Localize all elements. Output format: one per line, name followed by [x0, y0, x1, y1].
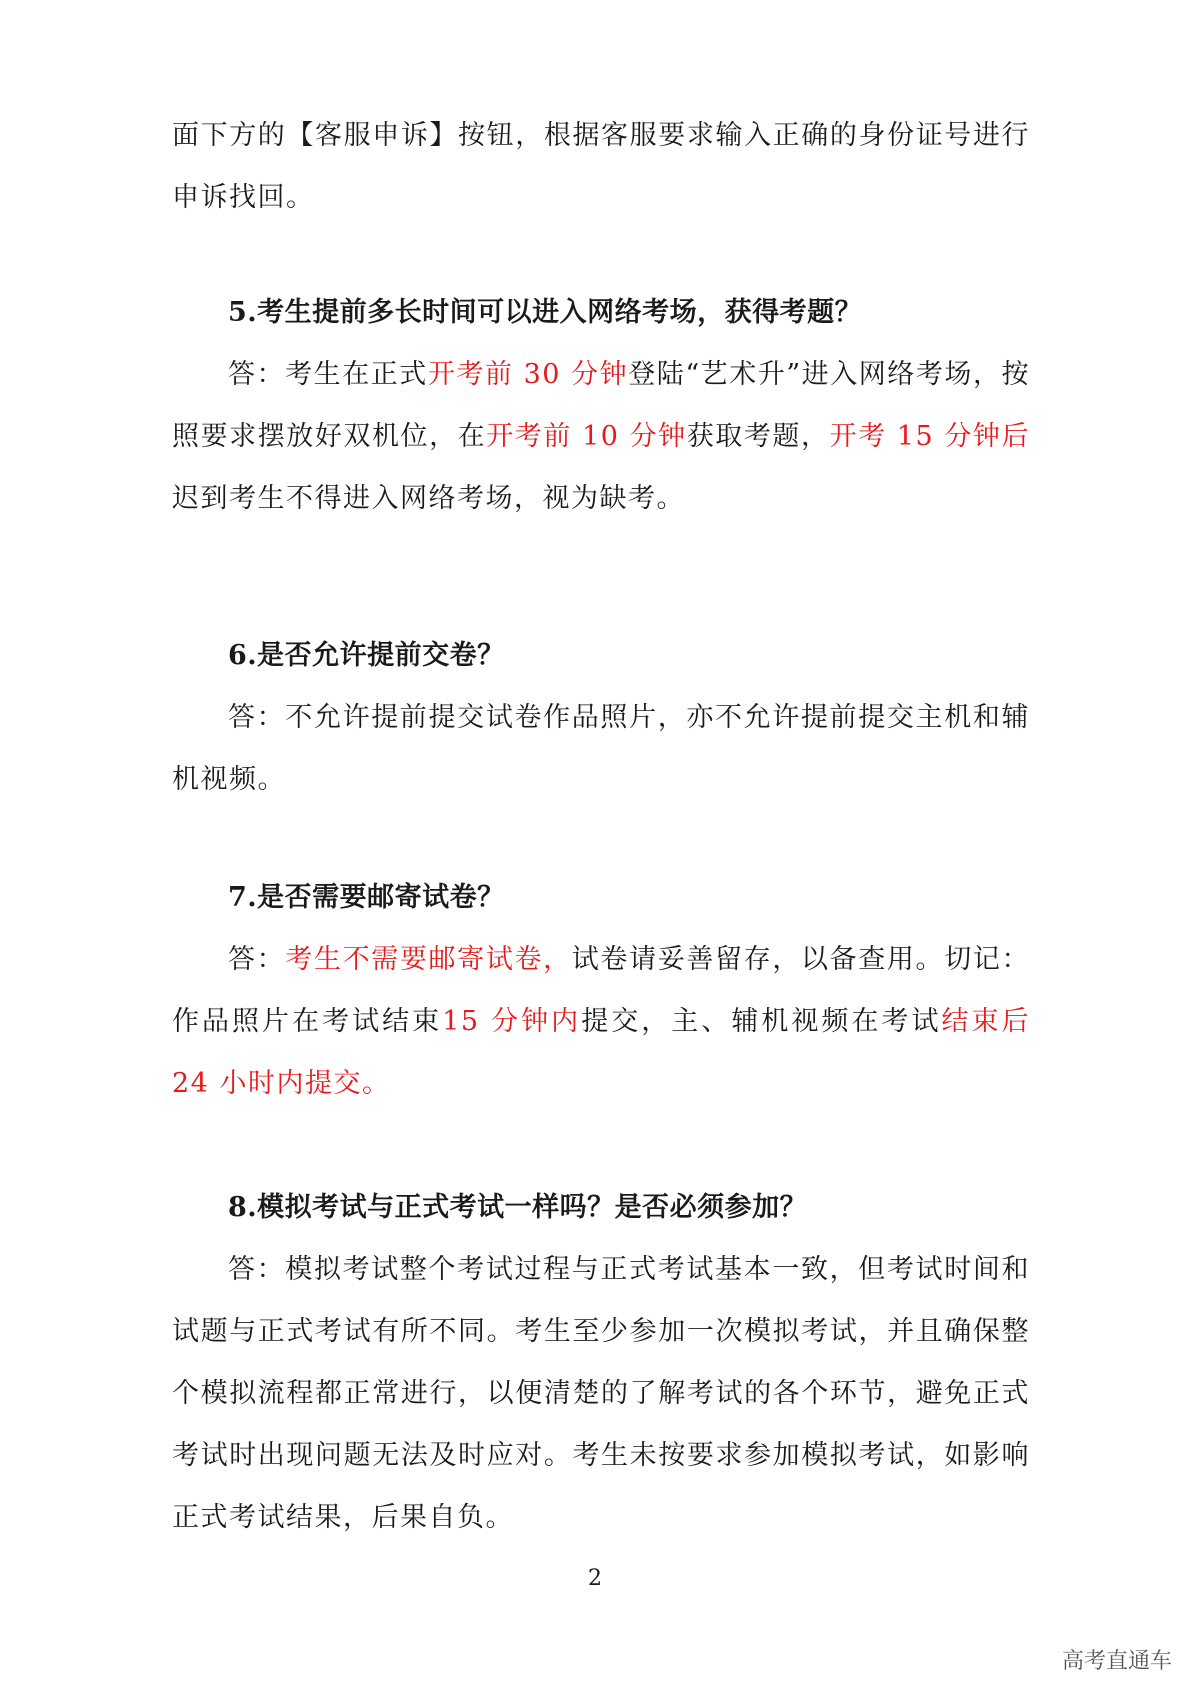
faq-item-7 [172, 867, 1030, 1115]
answer-5-highlight-1: 开考前 30 分钟 [427, 359, 629, 390]
answer-5 [172, 344, 1030, 530]
watermark-text: 高考直通车 [1061, 1649, 1172, 1674]
answer-5-text-3: 获取考题， [686, 421, 830, 452]
answer-7 [172, 929, 1030, 1115]
answer-7-highlight-3: 结束后 24 小时内提交。 [172, 1006, 1031, 1099]
answer-5-highlight-2: 开考前 10 分钟 [486, 421, 687, 452]
answer-7-text-1: 答： [228, 944, 286, 975]
answer-7-text-2: 试卷请妥善留存，以备查用。切记：作品照片在考试结束 [172, 944, 1031, 1037]
answer-7-highlight-2: 15 分钟内 [442, 1006, 582, 1037]
faq-item-5 [172, 282, 1030, 530]
answer-8: 答：模拟考试整个考试过程与正式考试基本一致，但考试时间和试题与正式考试有所不同。考生至少参加一次模拟考试，并且确保整个模拟流程都正常进行，以便清楚的了解考试的各个环节，避免正式考试时出现问题无法及时应对。考生未按要求参加模拟考试，如影响正式考试结果，后果自负。 [172, 1254, 1030, 1533]
answer-5-text-2: 登陆“艺术升”进入网络考场，按照要求摆放好双机位，在 [172, 359, 1031, 452]
faq-item-8 [172, 1177, 1030, 1549]
question-7: 7.是否需要邮寄试卷？ [228, 882, 505, 913]
question-6: 6.是否允许提前交卷？ [228, 640, 505, 671]
question-5: 5.考生提前多长时间可以进入网络考场，获得考题？ [228, 297, 863, 328]
question-8: 8.模拟考试与正式考试一样吗？是否必须参加？ [228, 1192, 808, 1223]
continuation-block [172, 105, 1030, 229]
answer-5-text-1: 答：考生在正式 [228, 359, 428, 390]
answer-5-text-4: 迟到考生不得进入网络考场，视为缺考。 [172, 483, 685, 514]
page-number: 2 [588, 1566, 602, 1591]
answer-5-highlight-3: 开考 15 分钟后 [829, 421, 1031, 452]
faq-item-6 [172, 625, 1030, 811]
answer-7-text-3: 提交，主、辅机视频在考试 [581, 1006, 942, 1037]
answer-6: 答：不允许提前提交试卷作品照片，亦不允许提前提交主机和辅机视频。 [172, 702, 1030, 795]
answer-7-highlight-1: 考生不需要邮寄试卷， [285, 944, 572, 975]
continuation-paragraph: 面下方的【客服申诉】按钮，根据客服要求输入正确的身份证号进行申诉找回。 [172, 120, 1030, 213]
